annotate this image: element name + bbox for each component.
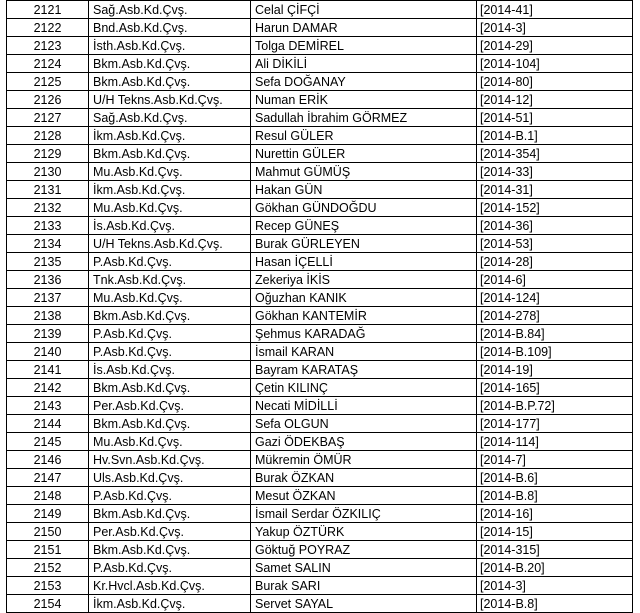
person-name-cell: Gökhan GÜNDOĞDU <box>251 199 477 217</box>
rank-cell: Bkm.Asb.Kd.Çvş. <box>89 415 251 433</box>
row-number: 2148 <box>7 487 89 505</box>
table-row <box>7 505 633 523</box>
person-name-cell: Sefa DOĞANAY <box>251 73 477 91</box>
registry-code-cell: [2014-124] <box>477 289 633 307</box>
table-row <box>7 217 633 235</box>
rank-cell: Bkm.Asb.Kd.Çvş. <box>89 541 251 559</box>
registry-code-cell: [2014-B.109] <box>477 343 633 361</box>
registry-code-cell: [2014-41] <box>477 1 633 19</box>
person-name-cell: Necati MİDİLLİ <box>251 397 477 415</box>
rank-cell: P.Asb.Kd.Çvş. <box>89 559 251 577</box>
table-row <box>7 55 633 73</box>
row-number: 2153 <box>7 577 89 595</box>
registry-code-cell: [2014-6] <box>477 271 633 289</box>
row-number: 2150 <box>7 523 89 541</box>
table-row <box>7 577 633 595</box>
registry-code-cell: [2014-B.1] <box>477 127 633 145</box>
person-name-cell: Yakup ÖZTÜRK <box>251 523 477 541</box>
registry-code-cell: [2014-33] <box>477 163 633 181</box>
registry-code-cell: [2014-80] <box>477 73 633 91</box>
person-name-cell: Oğuzhan KANIK <box>251 289 477 307</box>
table-row <box>7 127 633 145</box>
rank-cell: P.Asb.Kd.Çvş. <box>89 487 251 505</box>
table-row <box>7 325 633 343</box>
rank-cell: İkm.Asb.Kd.Çvş. <box>89 595 251 613</box>
person-name-cell: Mesut ÖZKAN <box>251 487 477 505</box>
person-name-cell: Sefa OLGUN <box>251 415 477 433</box>
person-name-cell: Resul GÜLER <box>251 127 477 145</box>
person-name-cell: Harun DAMAR <box>251 19 477 37</box>
registry-code-cell: [2014-15] <box>477 523 633 541</box>
rank-cell: Mu.Asb.Kd.Çvş. <box>89 433 251 451</box>
table-row <box>7 271 633 289</box>
person-name-cell: Burak GÜRLEYEN <box>251 235 477 253</box>
rank-cell: Bnd.Asb.Kd.Çvş. <box>89 19 251 37</box>
row-number: 2144 <box>7 415 89 433</box>
table-row <box>7 415 633 433</box>
row-number: 2147 <box>7 469 89 487</box>
table-row <box>7 487 633 505</box>
personnel-table-body <box>7 1 633 613</box>
rank-cell: U/H Tekns.Asb.Kd.Çvş. <box>89 91 251 109</box>
person-name-cell: Nurettin GÜLER <box>251 145 477 163</box>
row-number: 2137 <box>7 289 89 307</box>
registry-code-cell: [2014-B.84] <box>477 325 633 343</box>
table-row <box>7 235 633 253</box>
person-name-cell: Hasan İÇELLİ <box>251 253 477 271</box>
table-row <box>7 91 633 109</box>
rank-cell: Kr.Hvcl.Asb.Kd.Çvş. <box>89 577 251 595</box>
registry-code-cell: [2014-152] <box>477 199 633 217</box>
table-row <box>7 451 633 469</box>
rank-cell: İs.Asb.Kd.Çvş. <box>89 361 251 379</box>
row-number: 2140 <box>7 343 89 361</box>
rank-cell: İsth.Asb.Kd.Çvş. <box>89 37 251 55</box>
person-name-cell: Recep GÜNEŞ <box>251 217 477 235</box>
registry-code-cell: [2014-53] <box>477 235 633 253</box>
person-name-cell: Gökhan KANTEMİR <box>251 307 477 325</box>
table-row <box>7 289 633 307</box>
row-number: 2130 <box>7 163 89 181</box>
person-name-cell: Burak ÖZKAN <box>251 469 477 487</box>
rank-cell: P.Asb.Kd.Çvş. <box>89 253 251 271</box>
row-number: 2134 <box>7 235 89 253</box>
rank-cell: Per.Asb.Kd.Çvş. <box>89 523 251 541</box>
table-row <box>7 253 633 271</box>
table-row <box>7 73 633 91</box>
person-name-cell: Şehmus KARADAĞ <box>251 325 477 343</box>
table-row <box>7 397 633 415</box>
rank-cell: U/H Tekns.Asb.Kd.Çvş. <box>89 235 251 253</box>
rank-cell: Mu.Asb.Kd.Çvş. <box>89 289 251 307</box>
row-number: 2121 <box>7 1 89 19</box>
row-number: 2151 <box>7 541 89 559</box>
person-name-cell: Mükremin ÖMÜR <box>251 451 477 469</box>
table-row <box>7 559 633 577</box>
row-number: 2131 <box>7 181 89 199</box>
registry-code-cell: [2014-315] <box>477 541 633 559</box>
row-number: 2122 <box>7 19 89 37</box>
registry-code-cell: [2014-354] <box>477 145 633 163</box>
rank-cell: Uls.Asb.Kd.Çvş. <box>89 469 251 487</box>
rank-cell: Mu.Asb.Kd.Çvş. <box>89 163 251 181</box>
row-number: 2154 <box>7 595 89 613</box>
personnel-table <box>6 0 633 613</box>
rank-cell: Bkm.Asb.Kd.Çvş. <box>89 505 251 523</box>
rank-cell: Bkm.Asb.Kd.Çvş. <box>89 379 251 397</box>
registry-code-cell: [2014-B.20] <box>477 559 633 577</box>
registry-code-cell: [2014-7] <box>477 451 633 469</box>
rank-cell: İkm.Asb.Kd.Çvş. <box>89 127 251 145</box>
table-row <box>7 361 633 379</box>
person-name-cell: Celal ÇİFÇİ <box>251 1 477 19</box>
row-number: 2136 <box>7 271 89 289</box>
registry-code-cell: [2014-19] <box>477 361 633 379</box>
row-number: 2128 <box>7 127 89 145</box>
person-name-cell: Mahmut GÜMÜŞ <box>251 163 477 181</box>
registry-code-cell: [2014-278] <box>477 307 633 325</box>
table-row <box>7 433 633 451</box>
registry-code-cell: [2014-177] <box>477 415 633 433</box>
table-row <box>7 145 633 163</box>
registry-code-cell: [2014-B.P.72] <box>477 397 633 415</box>
row-number: 2152 <box>7 559 89 577</box>
table-row <box>7 595 633 613</box>
registry-code-cell: [2014-114] <box>477 433 633 451</box>
table-row <box>7 181 633 199</box>
row-number: 2132 <box>7 199 89 217</box>
table-row <box>7 199 633 217</box>
row-number: 2149 <box>7 505 89 523</box>
registry-code-cell: [2014-31] <box>477 181 633 199</box>
person-name-cell: Hakan GÜN <box>251 181 477 199</box>
registry-code-cell: [2014-36] <box>477 217 633 235</box>
rank-cell: Bkm.Asb.Kd.Çvş. <box>89 307 251 325</box>
table-row <box>7 379 633 397</box>
row-number: 2146 <box>7 451 89 469</box>
person-name-cell: Bayram KARATAŞ <box>251 361 477 379</box>
table-row <box>7 163 633 181</box>
registry-code-cell: [2014-165] <box>477 379 633 397</box>
rank-cell: Bkm.Asb.Kd.Çvş. <box>89 55 251 73</box>
rank-cell: Bkm.Asb.Kd.Çvş. <box>89 73 251 91</box>
rank-cell: Sağ.Asb.Kd.Çvş. <box>89 1 251 19</box>
row-number: 2127 <box>7 109 89 127</box>
person-name-cell: Zekeriya İKİS <box>251 271 477 289</box>
registry-code-cell: [2014-12] <box>477 91 633 109</box>
row-number: 2141 <box>7 361 89 379</box>
row-number: 2133 <box>7 217 89 235</box>
rank-cell: Bkm.Asb.Kd.Çvş. <box>89 145 251 163</box>
registry-code-cell: [2014-3] <box>477 577 633 595</box>
rank-cell: Tnk.Asb.Kd.Çvş. <box>89 271 251 289</box>
rank-cell: P.Asb.Kd.Çvş. <box>89 325 251 343</box>
person-name-cell: İsmail KARAN <box>251 343 477 361</box>
row-number: 2124 <box>7 55 89 73</box>
person-name-cell: Numan ERİK <box>251 91 477 109</box>
row-number: 2138 <box>7 307 89 325</box>
rank-cell: İkm.Asb.Kd.Çvş. <box>89 181 251 199</box>
rank-cell: Hv.Svn.Asb.Kd.Çvş. <box>89 451 251 469</box>
table-row <box>7 469 633 487</box>
row-number: 2135 <box>7 253 89 271</box>
rank-cell: P.Asb.Kd.Çvş. <box>89 343 251 361</box>
person-name-cell: Sadullah İbrahim GÖRMEZ <box>251 109 477 127</box>
row-number: 2142 <box>7 379 89 397</box>
table-row <box>7 343 633 361</box>
registry-code-cell: [2014-B.8] <box>477 595 633 613</box>
table-row <box>7 541 633 559</box>
row-number: 2143 <box>7 397 89 415</box>
person-name-cell: Burak SARI <box>251 577 477 595</box>
registry-code-cell: [2014-B.8] <box>477 487 633 505</box>
registry-code-cell: [2014-B.6] <box>477 469 633 487</box>
row-number: 2125 <box>7 73 89 91</box>
registry-code-cell: [2014-51] <box>477 109 633 127</box>
registry-code-cell: [2014-16] <box>477 505 633 523</box>
registry-code-cell: [2014-3] <box>477 19 633 37</box>
registry-code-cell: [2014-104] <box>477 55 633 73</box>
rank-cell: Sağ.Asb.Kd.Çvş. <box>89 109 251 127</box>
table-row <box>7 307 633 325</box>
person-name-cell: İsmail Serdar ÖZKILIÇ <box>251 505 477 523</box>
row-number: 2123 <box>7 37 89 55</box>
rank-cell: İs.Asb.Kd.Çvş. <box>89 217 251 235</box>
rank-cell: Per.Asb.Kd.Çvş. <box>89 397 251 415</box>
document-sheet <box>6 0 632 613</box>
person-name-cell: Göktuğ POYRAZ <box>251 541 477 559</box>
table-row <box>7 523 633 541</box>
person-name-cell: Gazi ÖDEKBAŞ <box>251 433 477 451</box>
table-row <box>7 1 633 19</box>
registry-code-cell: [2014-28] <box>477 253 633 271</box>
table-row <box>7 37 633 55</box>
registry-code-cell: [2014-29] <box>477 37 633 55</box>
person-name-cell: Ali DİKİLİ <box>251 55 477 73</box>
person-name-cell: Servet SAYAL <box>251 595 477 613</box>
person-name-cell: Çetin KILINÇ <box>251 379 477 397</box>
row-number: 2139 <box>7 325 89 343</box>
row-number: 2145 <box>7 433 89 451</box>
table-row <box>7 19 633 37</box>
rank-cell: Mu.Asb.Kd.Çvş. <box>89 199 251 217</box>
row-number: 2129 <box>7 145 89 163</box>
row-number: 2126 <box>7 91 89 109</box>
person-name-cell: Tolga DEMİREL <box>251 37 477 55</box>
table-row <box>7 109 633 127</box>
person-name-cell: Samet SALIN <box>251 559 477 577</box>
